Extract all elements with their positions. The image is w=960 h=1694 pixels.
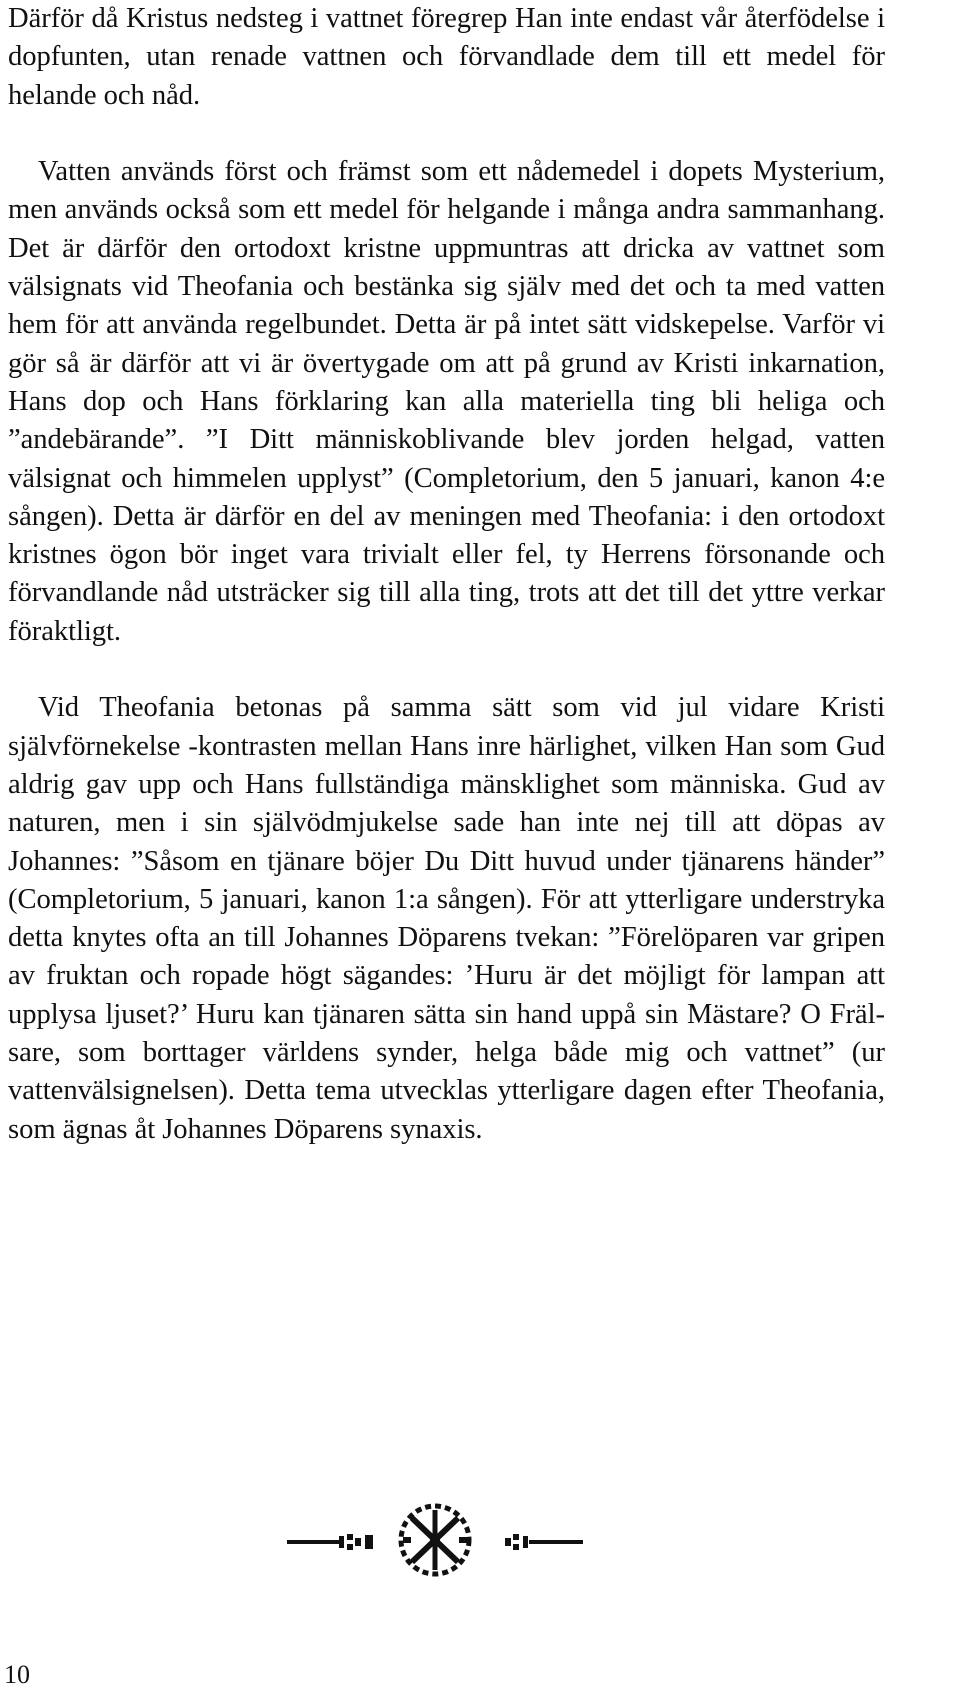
paragraph-1: Därför då Kristus nedsteg i vattnet föregrep Han inte endast vår återfödelse i dopfunten, utan renade vattnen och förvandlade dem till ett medel för helande och nåd.	[8, 3, 885, 111]
cross-ornament-icon	[285, 1500, 585, 1580]
paragraph-2: Vatten används först och främst som ett nådemedel i dopets Mysterium, men används också som ett medel för helgande i många andra sammanhang. Det är därför den ortodoxt kristne uppmuntras att dricka av vattnet som välsignats vid Theofania och bestänka sig själv med det och ta med vatten hem för att använda regelbundet. Detta är på intet sätt vidskepelse. Varför vi gör så är därför att vi är övertygade om att på grund av Kristi inkarnation, Hans dop och Hans förklaring kan alla materiella ting bli heliga och ”andebärande”. ”I Ditt människoblivande blev jorden helgad, vatten välsignat och himmelen upplyst” (Completorium, den 5 januari, kanon 4:e sången). Detta är därför en del av meningen med Theofania: i den ortodoxt kristnes ögon bör inget vara trivialt eller fel, ty Herrens försonande och förvandlande nåd utsträcker sig till alla ting, trots att det till det yttre verkar föraktligt.	[8, 156, 885, 647]
page-number: 10	[4, 1660, 30, 1689]
paragraph-3: Vid Theofania betonas på samma sätt som vid jul vidare Kristi självförnekelse -kontrasten mellan Hans inre härlighet, vilken Han som Gud aldrig gav upp och Hans fullständiga mänsklighet som människa. Gud av naturen, men i sin självödmjukelse sade han inte nej till att döpas av Johannes: ”Såsom en tjänare böjer Du Ditt huvud under tjänarens händer” (Completorium, 5 januari, kanon 1:a sången). För att ytterligare understryka detta knytes ofta an till Johannes Döparens tvekan: ”Förelöparen var gripen av fruktan och ropade högt sägandes: ’Huru är det möjligt för lampan att upplysa ljuset?’ Huru kan tjänaren sätta sin hand uppå sin Mästare? O Frälsare, som borttager världens synder, helga både mig och vattnet” (ur vattenvälsignelsen). Detta tema utvecklas ytterligare dagen efter Theofania, som ägnas åt Johannes Döparens synaxis.	[8, 692, 885, 1145]
page-body	[8, 0, 885, 1149]
